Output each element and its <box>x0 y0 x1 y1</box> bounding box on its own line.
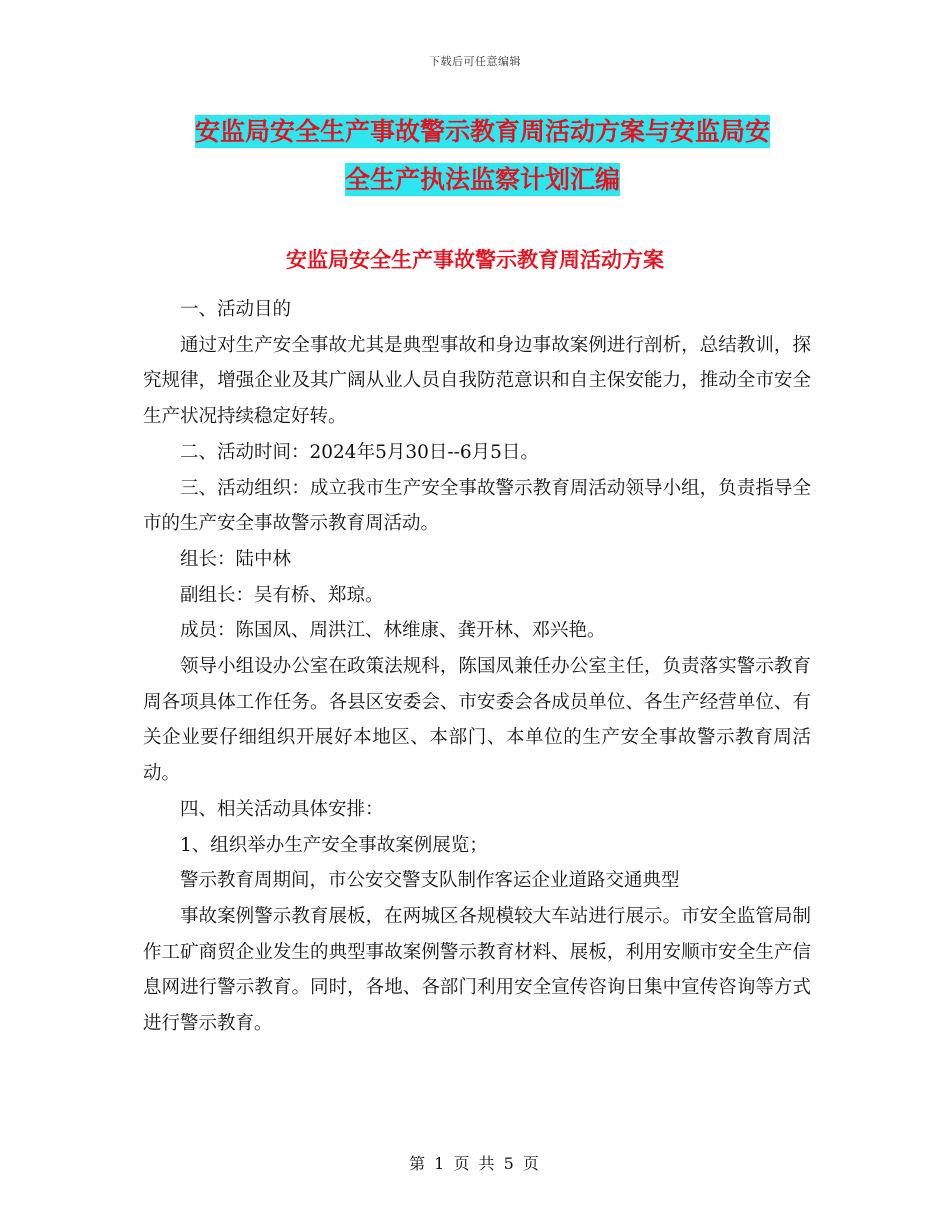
page-header-note: 下载后可任意编辑 <box>429 55 521 68</box>
heading-activity-purpose: 一、活动目的 <box>180 299 292 320</box>
document-title <box>150 108 815 204</box>
section-title: 安监局安全生产事故警示教育周活动方案 <box>286 248 664 272</box>
paragraph-office: 领导小组设办公室在政策法规科，陈国凤兼任办公室主任，负责落实警示教育周各项具体工作任务。各县区安委会、市安委会各成员单位、各生产经营单位、有关企业要仔细组织开展好本地区、本部门、本单位的生产安全事故警示教育周活动。 <box>143 656 811 785</box>
heading-activity-time: 二、活动时间：2024年5月30日--6月5日。 <box>180 441 539 463</box>
paragraph-purpose: 通过对生产安全事故尤其是典型事故和身边事故案例进行剖析，总结教训，探究规律，增强企业及其广阔从业人员自我防范意识和自主保安能力，推动全市安全生产状况持续稳定好转。 <box>143 334 811 428</box>
group-leader: 组长：陆中林 <box>180 548 292 570</box>
paragraph-warning-week-2: 事故案例警示教育展板，在两城区各规模较大车站进行展示。市安全监管局制作工矿商贸企业发生的典型事故案例警示教育材料、展板，利用安顺市安全生产信息网进行警示教育。同时，各地、各部门利用安全宣传咨询日集中宣传咨询等方式进行警示教育。 <box>143 905 811 1035</box>
deputy-group-leader: 副组长：吴有桥、郑琼。 <box>180 584 384 606</box>
item-case-exhibition: 1、组织举办生产安全事故案例展览； <box>180 834 488 856</box>
heading-activity-arrangements: 四、相关活动具体安排： <box>180 798 384 820</box>
document-title-line-1: 安监局安全生产事故警示教育周活动方案与安监局安 <box>194 117 770 146</box>
document-body <box>143 292 811 1042</box>
paragraph-organization: 三、活动组织：成立我市生产安全事故警示教育周活动领导小组，负责指导全市的生产安全事故警示教育周活动。 <box>143 477 811 535</box>
page-number: 第 1 页 共 5 页 <box>409 1154 541 1173</box>
group-members: 成员：陈国凤、周洪江、林维康、龚开林、邓兴艳。 <box>180 620 606 642</box>
document-title-line-2: 全生产执法监察计划汇编 <box>344 165 620 194</box>
paragraph-warning-week-1: 警示教育周期间，市公安交警支队制作客运企业道路交通典型 <box>180 870 680 892</box>
